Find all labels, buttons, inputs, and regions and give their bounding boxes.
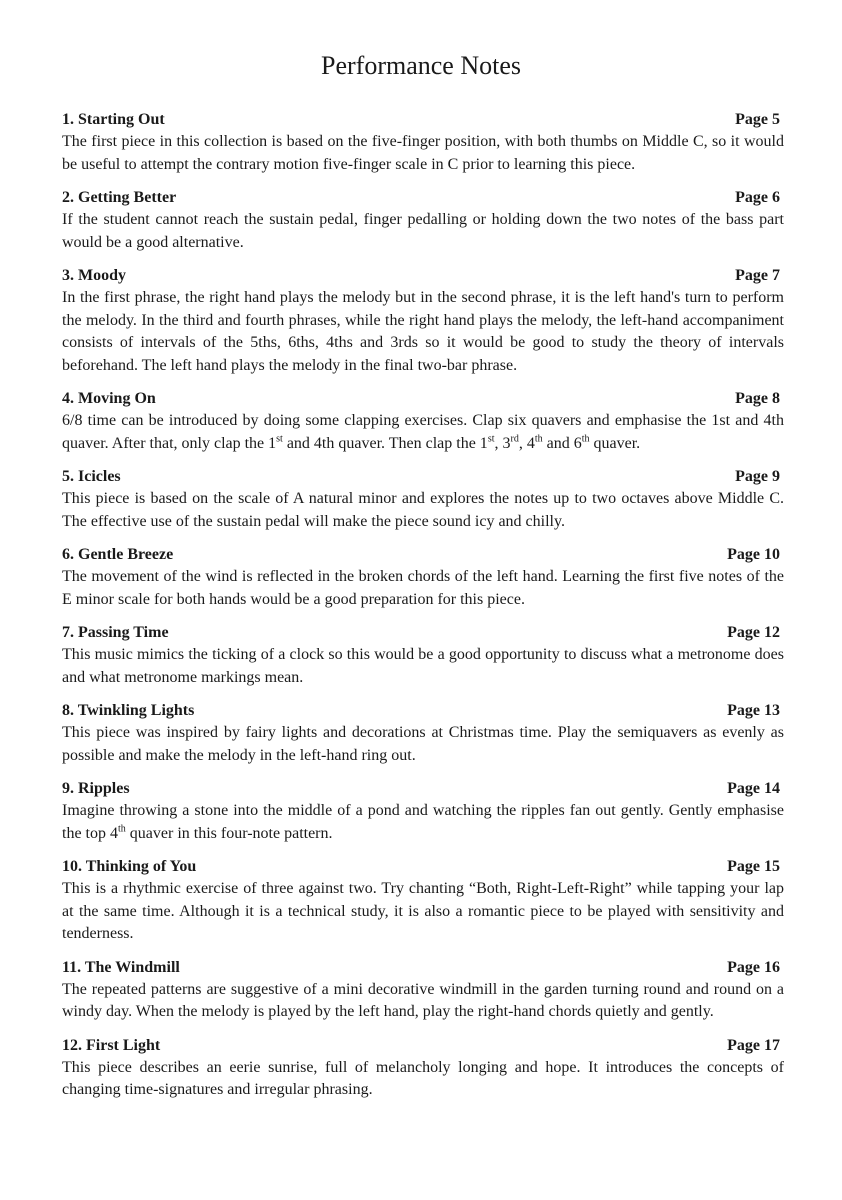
- note-thinking-of-you: [62, 855, 784, 946]
- note-heading: [62, 387, 784, 410]
- note-page-ref: Page 8: [735, 390, 780, 407]
- note-body: This piece is based on the scale of A natural minor and explores the notes up to two octaves above Middle C. The effective use of the sustain pedal will make the piece sound icy and chilly.: [62, 490, 784, 530]
- note-body: [62, 800, 784, 845]
- note-body: This piece was inspired by fairy lights and decorations at Christmas time. Play the semiquavers as evenly as possible and make the melody in the left-hand ring out.: [62, 724, 784, 764]
- note-title: 5. Icicles: [62, 468, 121, 485]
- notes-list: [62, 108, 784, 1112]
- note-page-ref: Page 17: [727, 1036, 780, 1054]
- note-body: The movement of the wind is reflected in the broken chords of the left hand. Learning the first five notes of the E minor scale for both hands would be a good preparation for this piece.: [62, 568, 784, 608]
- note-title: 1. Starting Out: [62, 111, 165, 128]
- note-text: quaver.: [589, 434, 641, 452]
- ordinal-suffix: st: [487, 433, 495, 445]
- note-text: Imagine throwing a stone into the middle of a pond and watching the ripples fan out gently. Gently emphasise the top 4: [62, 802, 784, 842]
- note-moving-on: [62, 387, 784, 455]
- note-page-ref: Page 5: [735, 111, 780, 128]
- note-heading: [62, 264, 784, 287]
- note-body: If the student cannot reach the sustain pedal, finger pedalling or holding down the two notes of the bass part would be a good alternative.: [62, 211, 784, 251]
- note-heading: [62, 1034, 784, 1057]
- note-body: The repeated patterns are suggestive of a mini decorative windmill in the garden turning round and round on a windy day. When the melody is played by the left hand, play the right-hand chords quietly and gently.: [62, 980, 784, 1020]
- ordinal-suffix: th: [534, 433, 543, 445]
- note-twinkling-lights: [62, 699, 784, 767]
- note-getting-better: [62, 186, 784, 254]
- note-title: 10. Thinking of You: [62, 858, 197, 875]
- note-title: 7. Passing Time: [62, 624, 169, 641]
- note-title: 11. The Windmill: [62, 958, 180, 976]
- note-text: 6/8 time can be introduced by doing some clapping exercises. Clap six quavers and emphasise the 1st and 4th quaver. After that, only clap the 1: [62, 412, 784, 452]
- note-heading: [62, 699, 784, 722]
- note-heading: [62, 465, 784, 488]
- note-text: and 4th quaver. Then clap the 1: [282, 434, 488, 452]
- note-title: 12. First Light: [62, 1036, 161, 1054]
- note-page-ref: Page 15: [727, 858, 780, 875]
- note-title: 6. Gentle Breeze: [62, 546, 174, 563]
- note-ripples: [62, 777, 784, 845]
- note-body: This piece describes an eerie sunrise, full of melancholy longing and hope. It introduces the concepts of changing time-signatures and irregular phrasing.: [62, 1058, 784, 1098]
- note-page-ref: Page 14: [727, 780, 780, 797]
- note-page-ref: Page 6: [735, 189, 780, 206]
- note-title: 8. Twinkling Lights: [62, 702, 195, 719]
- note-first-light: [62, 1034, 784, 1102]
- note-heading: [62, 543, 784, 566]
- note-title: 3. Moody: [62, 267, 126, 284]
- note-text: , 3: [494, 434, 511, 452]
- note-title: 9. Ripples: [62, 780, 130, 797]
- note-body: In the first phrase, the right hand plays the melody but in the second phrase, it is the left hand's turn to perform the melody. In the third and fourth phrases, while the right hand plays the melody, the left-hand accompaniment consists of intervals of the 5ths, 6ths, 4ths and 3rds so it would be good to study the theory of intervals beforehand. The left hand plays the melody in the final two-bar phrase.: [62, 289, 784, 374]
- note-heading: [62, 621, 784, 644]
- note-body: The first piece in this collection is based on the five-finger position, with both thumbs on Middle C, so it would be useful to attempt the contrary motion five-finger scale in C prior to learning this piece.: [62, 133, 784, 173]
- note-text: , 4: [518, 434, 535, 452]
- note-body: This music mimics the ticking of a clock so this would be a good opportunity to discuss what a metronome does and what metronome markings mean.: [62, 646, 784, 686]
- note-text: and 6: [542, 434, 582, 452]
- ordinal-suffix: st: [276, 433, 283, 445]
- note-moody: [62, 264, 784, 377]
- note-the-windmill: [62, 956, 784, 1024]
- ordinal-suffix: th: [581, 433, 590, 445]
- note-heading: [62, 956, 784, 979]
- note-page-ref: Page 10: [727, 546, 780, 563]
- note-heading: [62, 777, 784, 800]
- ordinal-suffix: rd: [510, 433, 519, 445]
- note-passing-time: [62, 621, 784, 689]
- note-body: [62, 410, 784, 455]
- note-icicles: [62, 465, 784, 533]
- page-title: Performance Notes: [321, 51, 521, 80]
- note-page-ref: Page 7: [735, 267, 780, 284]
- note-heading: [62, 108, 784, 131]
- note-body: This is a rhythmic exercise of three against two. Try chanting “Both, Right-Left-Right” while tapping your lap at the same time. Although it is a technical study, it is also a romantic piece to be played with sensitivity and tenderness.: [62, 880, 784, 942]
- note-page-ref: Page 9: [735, 468, 780, 485]
- note-page-ref: Page 12: [727, 624, 780, 641]
- note-title: 4. Moving On: [62, 390, 156, 407]
- note-heading: [62, 186, 784, 209]
- note-text: quaver in this four-note pattern.: [125, 824, 333, 842]
- note-page-ref: Page 13: [727, 702, 780, 719]
- note-gentle-breeze: [62, 543, 784, 611]
- note-title: 2. Getting Better: [62, 189, 177, 206]
- ordinal-suffix: th: [118, 823, 126, 835]
- note-heading: [62, 855, 784, 878]
- note-page-ref: Page 16: [727, 958, 780, 976]
- note-starting-out: [62, 108, 784, 176]
